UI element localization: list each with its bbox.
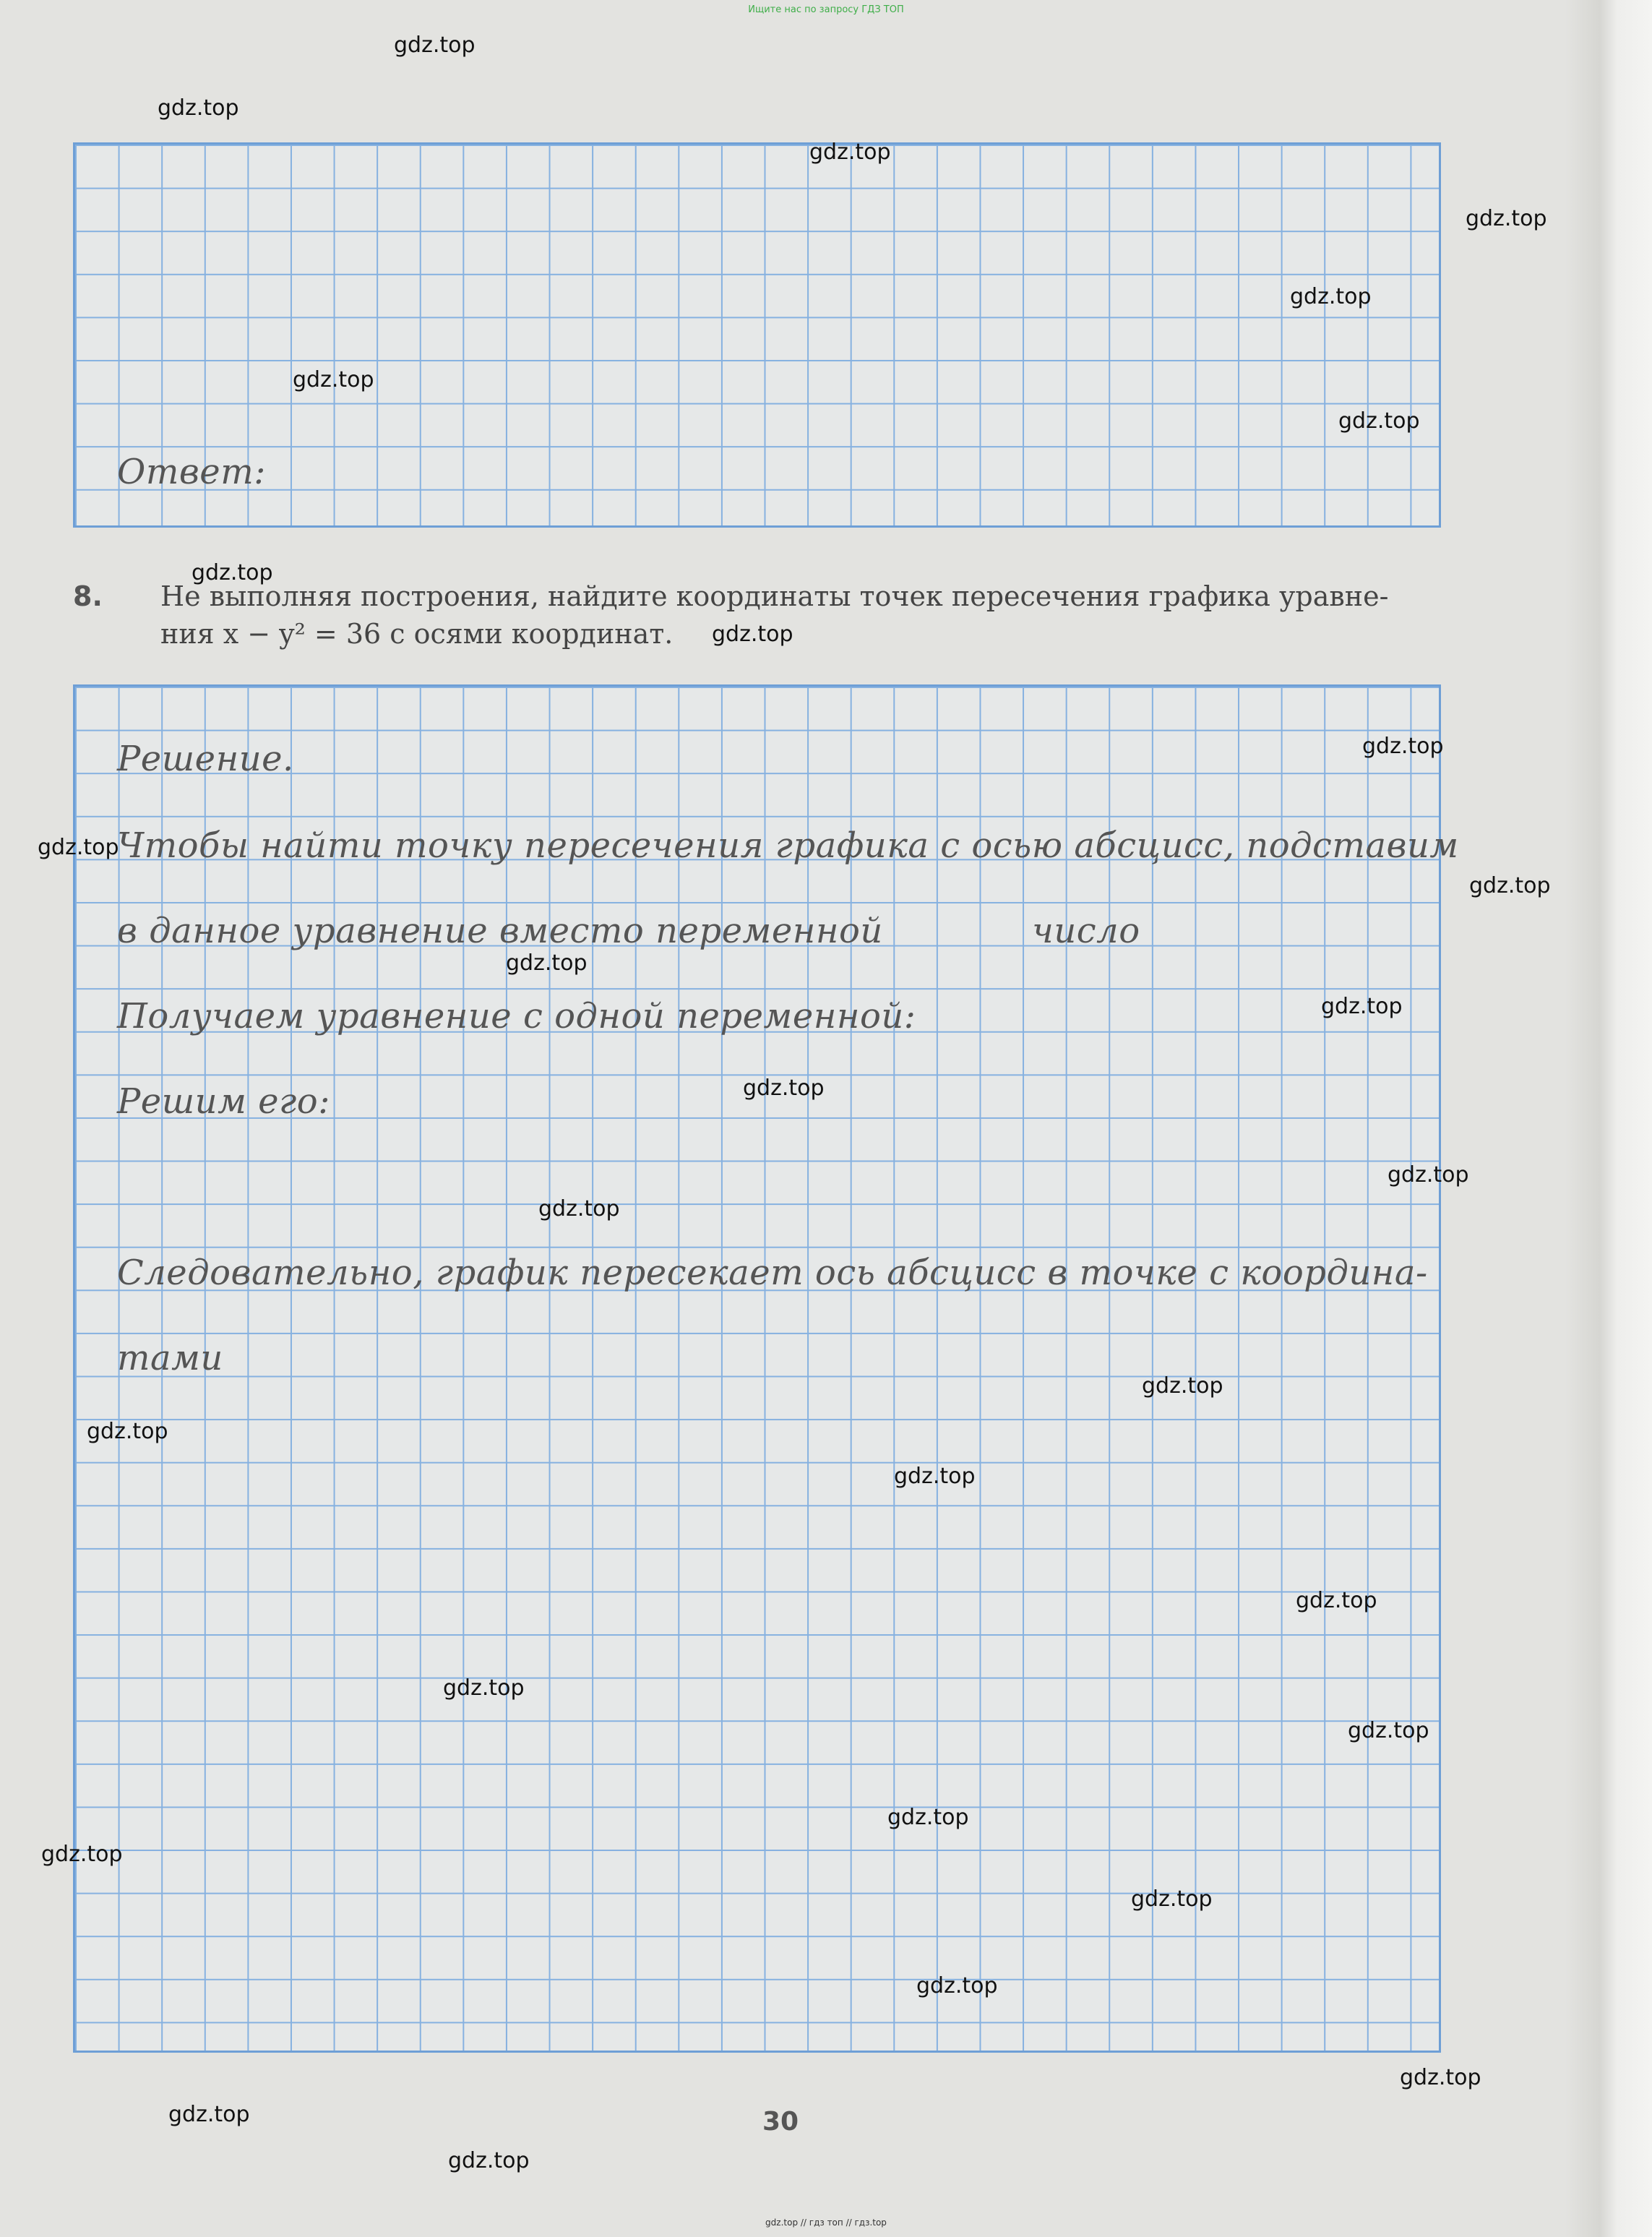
watermark: gdz.top	[1400, 2065, 1481, 2090]
answer-grid-task7	[73, 142, 1441, 528]
watermark: gdz.top	[809, 139, 891, 165]
watermark: gdz.top	[538, 1196, 620, 1221]
solution-heading: Решение.	[117, 739, 294, 779]
solution-line-7: тами	[117, 1338, 223, 1378]
watermark: gdz.top	[158, 95, 239, 121]
watermark: gdz.top	[293, 367, 374, 392]
solution-line-5: Решим его:	[117, 1081, 330, 1122]
watermark: gdz.top	[1348, 1718, 1429, 1743]
answer-label: Ответ:	[117, 452, 266, 492]
watermark: gdz.top	[1142, 1373, 1223, 1399]
watermark: gdz.top	[41, 1842, 123, 1867]
watermark: gdz.top	[712, 622, 793, 647]
bottom-banner[interactable]: gdz.top // гдз топ // гдз.top	[765, 2217, 887, 2228]
watermark: gdz.top	[1131, 1886, 1213, 1912]
watermark: gdz.top	[1296, 1588, 1377, 1613]
task-text-line-1: Не выполняя построения, найдите координаты точек пересечения графика уравне-	[160, 580, 1389, 612]
task-text-line-2: ния x − y² = 36 с осями координат.	[160, 618, 674, 650]
watermark: gdz.top	[192, 560, 273, 585]
solution-line-4: Получаем уравнение с одной переменной:	[117, 996, 916, 1036]
watermark: gdz.top	[887, 1805, 969, 1830]
page-number: 30	[762, 2107, 799, 2137]
solution-line-2: Чтобы найти точку пересечения графика с осью абсцисс, подставим	[117, 825, 1459, 866]
watermark: gdz.top	[87, 1419, 168, 1444]
watermark: gdz.top	[743, 1075, 825, 1101]
watermark: gdz.top	[1338, 408, 1420, 434]
watermark: gdz.top	[1469, 873, 1551, 898]
watermark: gdz.top	[443, 1675, 525, 1701]
solution-grid-task8	[73, 684, 1441, 2053]
watermark: gdz.top	[394, 33, 476, 58]
watermark: gdz.top	[916, 1973, 998, 1998]
watermark: gdz.top	[168, 2102, 250, 2127]
page-edge-shadow	[1565, 0, 1652, 2237]
solution-line-3b: число	[1032, 911, 1140, 951]
watermark: gdz.top	[1466, 206, 1547, 231]
task-number: 8.	[73, 580, 103, 612]
watermark: gdz.top	[894, 1464, 976, 1489]
top-banner[interactable]: Ищите нас по запросу ГДЗ ТОП	[748, 4, 904, 15]
watermark: gdz.top	[1362, 734, 1444, 759]
watermark: gdz.top	[1290, 284, 1372, 309]
solution-line-3a: в данное уравнение вместо переменной	[117, 911, 883, 951]
watermark: gdz.top	[1321, 994, 1403, 1019]
watermark: gdz.top	[1388, 1162, 1469, 1188]
watermark: gdz.top	[448, 2148, 530, 2173]
watermark: gdz.top	[506, 950, 588, 976]
watermark: gdz.top	[38, 835, 119, 860]
solution-line-6: Следовательно, график пересекает ось абсцисс в точке с координа-	[117, 1253, 1428, 1293]
